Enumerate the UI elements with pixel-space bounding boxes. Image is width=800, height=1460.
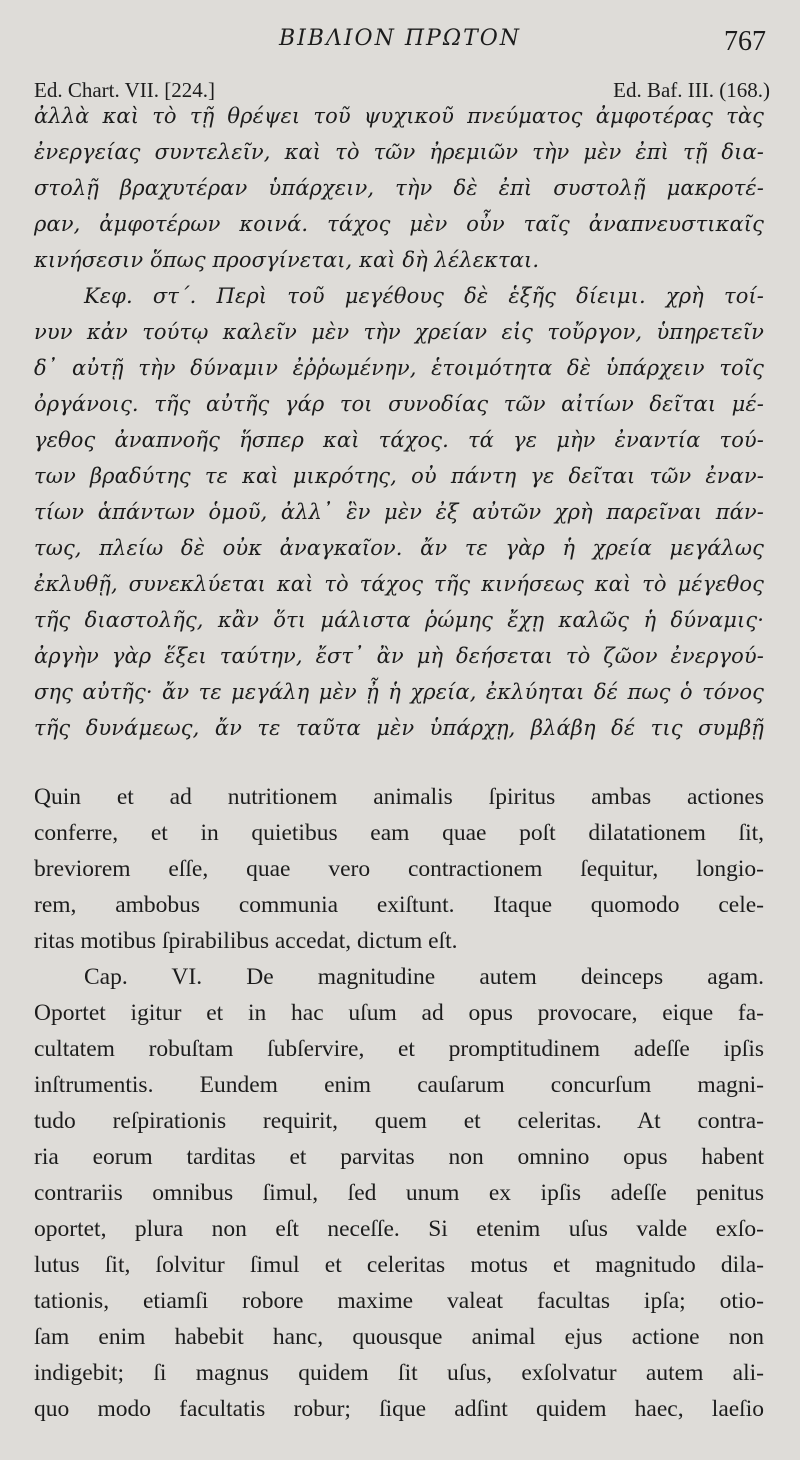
edition-reference-right: Ed. Baf. III. (168.) xyxy=(613,78,770,102)
latin-chapter-heading-line: Cap. VI. De magnitudine autem deinceps agam. xyxy=(84,964,764,990)
edition-reference-left: Ed. Chart. VII. [224.] xyxy=(34,78,215,102)
greek-line: ἀργὴν γὰρ ἕξει ταύτην, ἔστ᾽ ἂν μὴ δεήσεται τὸ ζῶον ἐνεργού- xyxy=(34,644,764,668)
greek-line: νυν κἀν τούτῳ καλεῖν μὲν τὴν χρείαν εἰς τοὔργον, ὑπηρετεῖν xyxy=(34,320,764,344)
greek-chapter-heading-line: Κεφ. στ΄. Περὶ τοῦ μεγέθους δὲ ἑξῆς δίειμι. χρὴ τοί- xyxy=(84,284,764,308)
latin-line: oportet, plura non eſt neceſſe. Si etenim uſus valde exſo- xyxy=(34,1216,764,1242)
greek-line: σης αὐτῆς· ἄν τε μεγάλη μὲν ᾖ ἡ χρεία, ἐκλύηται δέ πως ὁ τόνος xyxy=(34,680,764,704)
greek-line: ὀργάνοις. τῆς αὐτῆς γάρ τοι συνοδίας τῶν αἰτίων δεῖται μέ- xyxy=(34,392,764,416)
greek-line: τίων ἁπάντων ὁμοῦ, ἀλλ᾽ ἓν μὲν ἐξ αὐτῶν χρὴ παρεῖναι πάν- xyxy=(34,500,764,524)
running-head: ΒΙΒΛΙΟΝ ΠΡΩΤΟΝ xyxy=(278,26,522,51)
latin-line: lutus ſit, ſolvitur ſimul et celeritas motus et magnitudo dila- xyxy=(34,1252,764,1278)
greek-line: δ᾽ αὐτῇ τὴν δύναμιν ἐῤῥωμένην, ἑτοιμότητα δὲ ὑπάρχειν τοῖς xyxy=(34,356,764,380)
latin-line: ſam enim habebit hanc, quousque animal ejus actione non xyxy=(34,1324,764,1350)
latin-line: quo modo facultatis robur; ſique adſint quidem haec, laeſio xyxy=(34,1396,764,1422)
latin-line: conferre, et in quietibus eam quae poſt dilatationem ſit, xyxy=(34,820,764,846)
greek-line: τῆς διαστολῆς, κἂν ὅτι μάλιστα ῥώμης ἔχῃ καλῶς ἡ δύναμις· xyxy=(34,608,764,632)
latin-line: inſtrumentis. Eundem enim cauſarum concurſum magni- xyxy=(34,1072,764,1098)
latin-line: ria eorum tarditas et parvitas non omnino opus habent xyxy=(34,1144,764,1170)
greek-line: των βραδύτης τε καὶ μικρότης, οὐ πάντη γε δεῖται τῶν ἐναν- xyxy=(34,464,764,488)
latin-line: tudo reſpirationis requirit, quem et celeritas. At contra- xyxy=(34,1108,764,1134)
greek-line: τως, πλείω δὲ οὐκ ἀναγκαῖον. ἄν τε γὰρ ἡ χρεία μεγάλως xyxy=(34,536,764,560)
latin-line: Oportet igitur et in hac uſum ad opus provocare, eique fa- xyxy=(34,1000,764,1026)
greek-line: γεθος ἀναπνοῆς ἥσπερ καὶ τάχος. τά γε μὴν ἐναντία τού- xyxy=(34,428,764,452)
greek-line: κινήσεσιν ὅπως προσγίνεται, καὶ δὴ λέλεκται. xyxy=(34,248,540,272)
greek-line: ἀλλὰ καὶ τὸ τῇ θρέψει τοῦ ψυχικοῦ πνεύματος ἀμφοτέρας τὰς xyxy=(34,104,764,128)
latin-line: cultatem robuſtam ſubſervire, et promptitudinem adeſſe ipſis xyxy=(34,1036,764,1062)
greek-line: ραν, ἀμφοτέρων κοινά. τάχος μὲν οὖν ταῖς ἀναπνευστικαῖς xyxy=(34,212,764,236)
greek-line: ἐνεργείας συντελεῖν, καὶ τὸ τῶν ἠρεμιῶν τὴν μὲν ἐπὶ τῇ δια- xyxy=(34,140,764,164)
latin-line: indigebit; ſi magnus quidem ſit uſus, exſolvatur autem ali- xyxy=(34,1360,764,1386)
latin-line: rem, ambobus communia exiſtunt. Itaque quomodo cele- xyxy=(34,892,764,918)
latin-line: contrariis omnibus ſimul, ſed unum ex ipſis adeſſe penitus xyxy=(34,1180,764,1206)
latin-line: breviorem eſſe, quae vero contractionem ſequitur, longio- xyxy=(34,856,764,882)
greek-line: τῆς δυνάμεως, ἄν τε ταῦτα μὲν ὑπάρχῃ, βλάβη δέ τις συμβῇ xyxy=(34,716,764,740)
latin-line: Quin et ad nutritionem animalis ſpiritus ambas actiones xyxy=(34,784,764,810)
latin-line: tationis, etiamſi robore maxime valeat facultas ipſa; otio- xyxy=(34,1288,764,1314)
page-number: 767 xyxy=(724,26,766,57)
greek-line: στολῇ βραχυτέραν ὑπάρχειν, τὴν δὲ ἐπὶ συστολῇ μακροτέ- xyxy=(34,176,764,200)
latin-line: ritas motibus ſpirabilibus accedat, dictum eſt. xyxy=(34,928,458,954)
greek-line: ἐκλυθῇ, συνεκλύεται καὶ τὸ τάχος τῆς κινήσεως καὶ τὸ μέγεθος xyxy=(34,572,764,596)
